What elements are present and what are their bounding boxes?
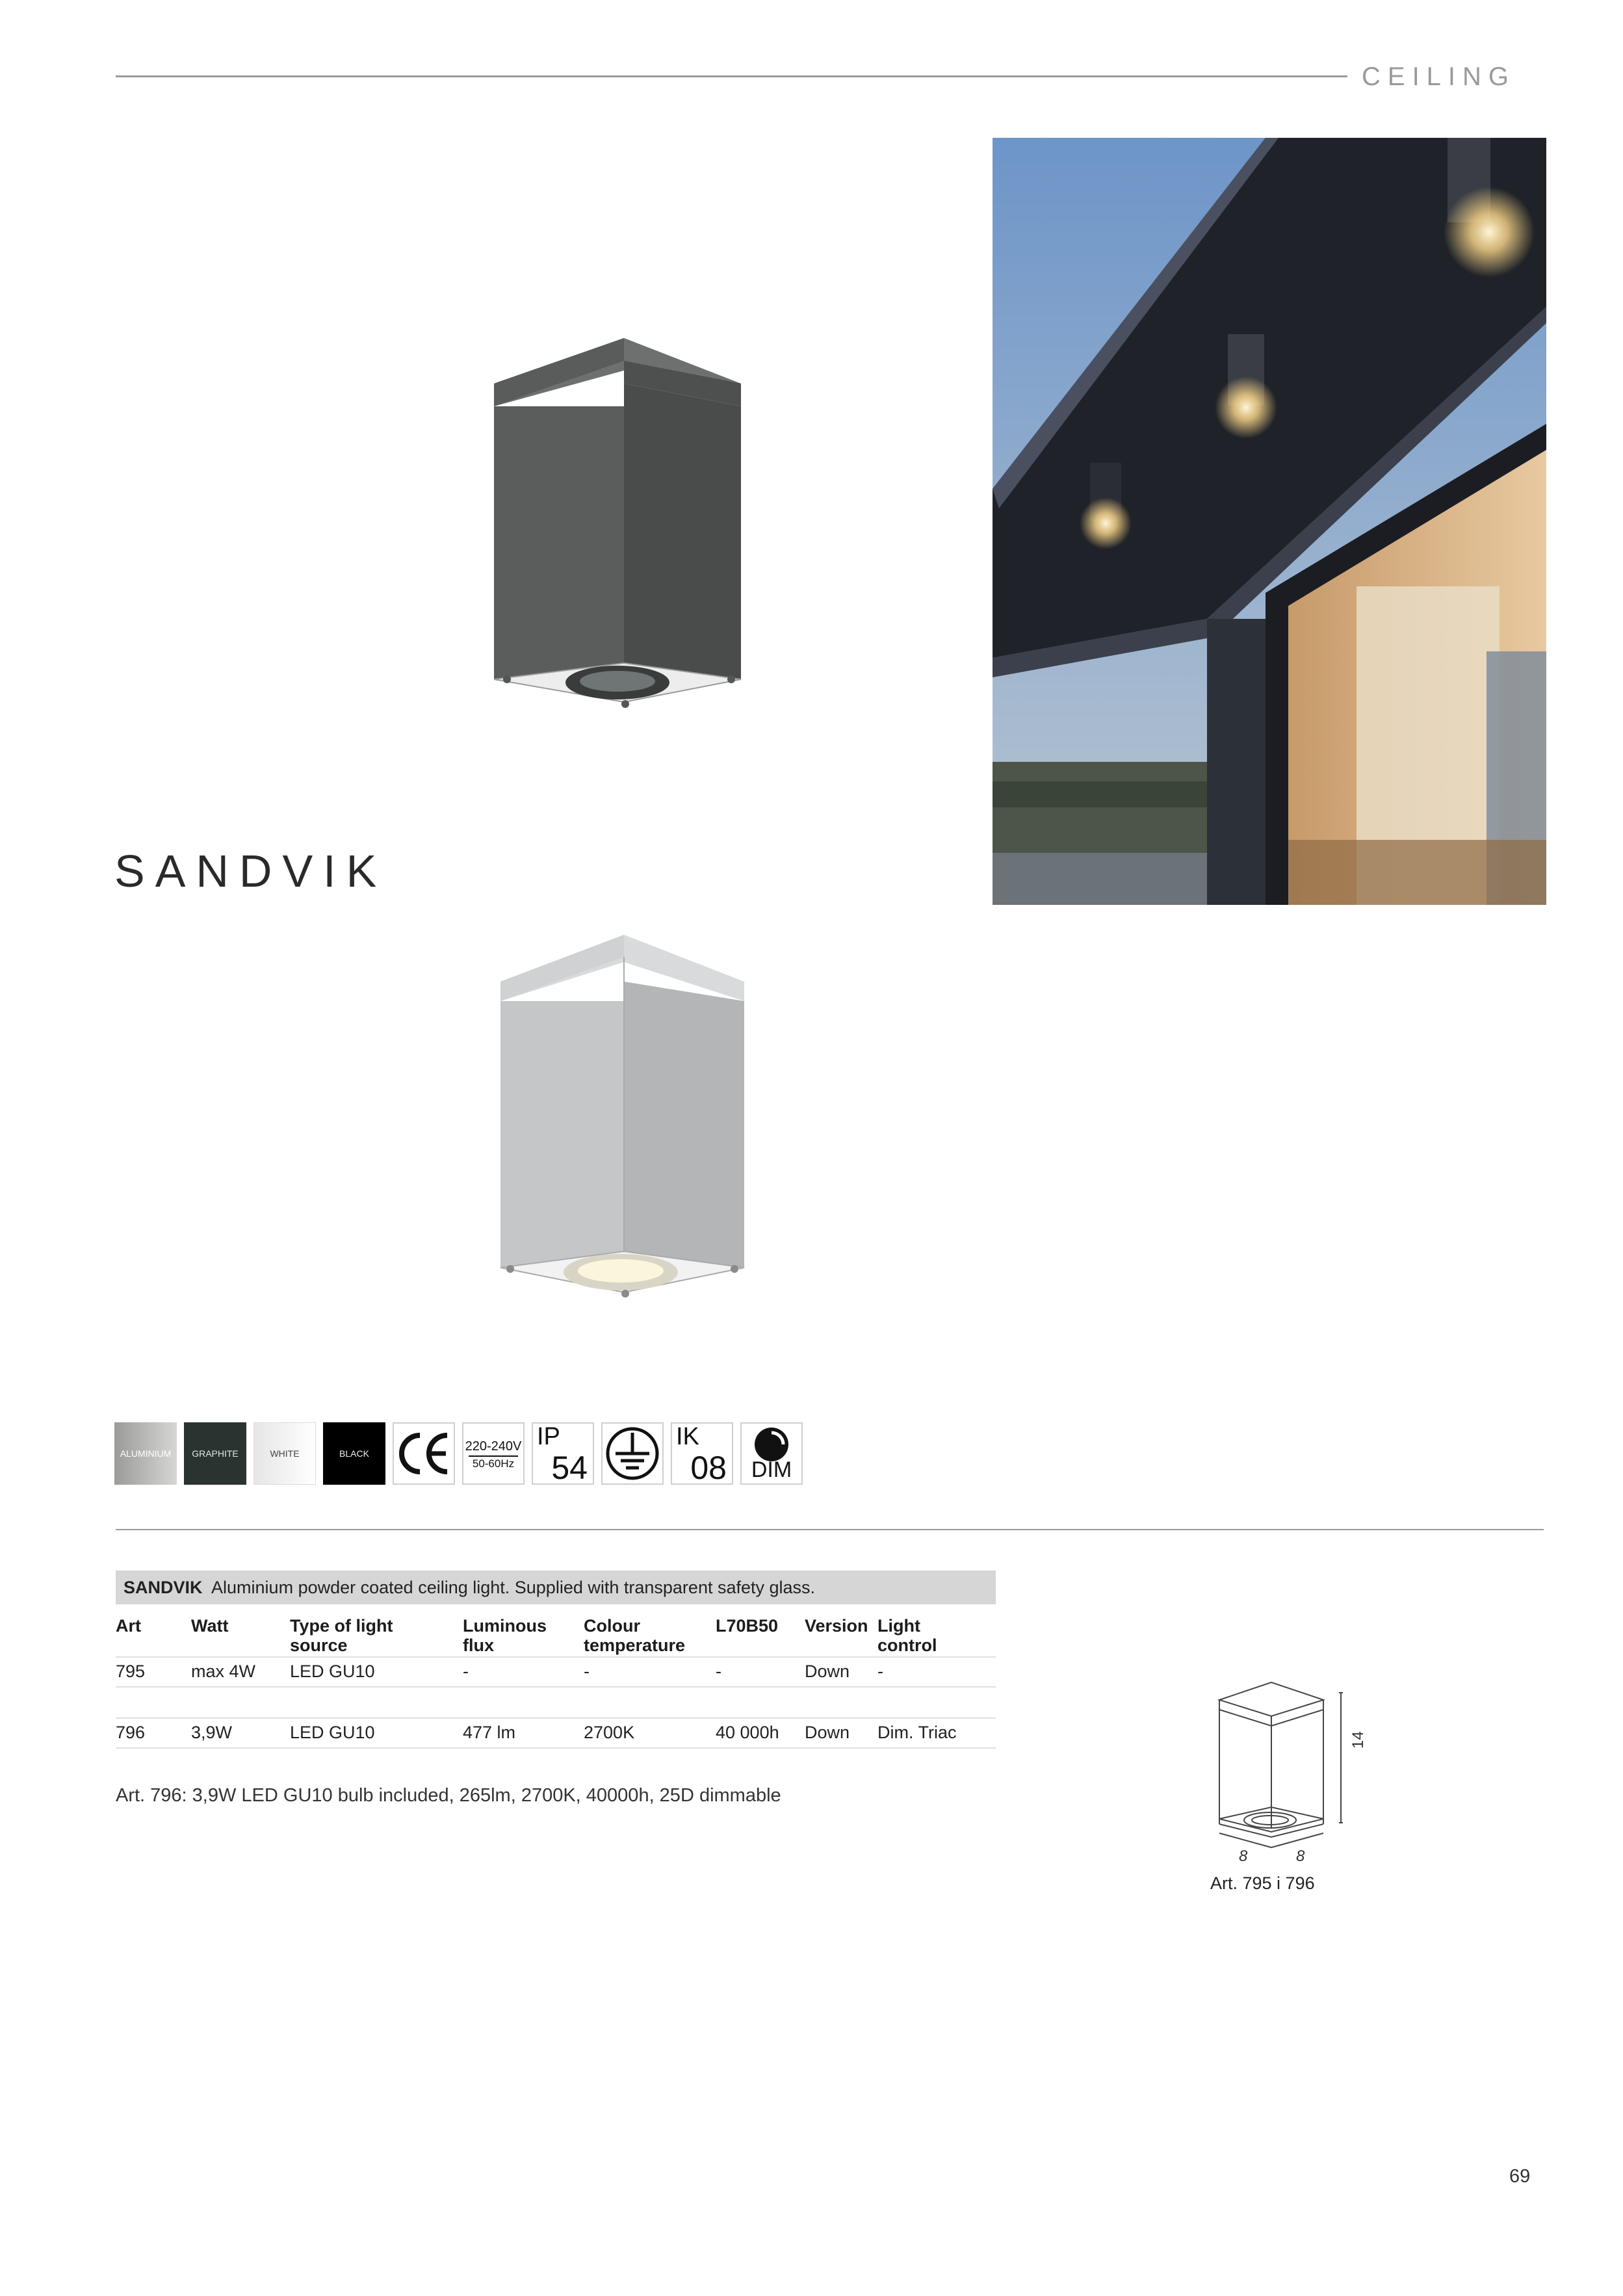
row2-temp: 2700K [584,1723,635,1742]
voltage-divider [469,1455,518,1457]
dimension-depth: 8 [1296,1847,1305,1865]
col-header-control-line2: control [877,1636,937,1655]
page-number: 69 [1509,2166,1531,2187]
col-header-version: Version [805,1616,868,1636]
col-header-flux [463,1616,547,1655]
row1-watt: max 4W [191,1662,256,1681]
row2-type: LED GU10 [290,1723,375,1742]
row1-flux: - [463,1662,469,1681]
table-rule [116,1686,996,1688]
col-header-control [877,1616,937,1655]
graphite-lamp-image [481,325,767,735]
col-header-lifetime: L70B50 [716,1616,779,1636]
row2-control: Dim. Triac [877,1723,957,1742]
ip-rating-icon [532,1422,594,1485]
row2-art: 796 [116,1723,146,1742]
aluminium-lamp-image [481,923,767,1313]
dim-label: DIM [751,1457,792,1482]
col-header-watt: Watt [191,1616,229,1636]
dimmable-icon [740,1422,803,1485]
table-rule [116,1747,996,1749]
spec-description: Aluminium powder coated ceiling light. Supplied with transparent safety glass. [211,1578,816,1597]
col-header-flux-line2: flux [463,1636,495,1655]
dimension-caption: Art. 795 i 796 [1210,1873,1315,1893]
section-title: CEILING [1362,62,1516,91]
col-header-type-line1: Type of light [290,1616,393,1636]
ik-label: IK [676,1423,699,1450]
ip-value: 54 [551,1450,588,1486]
spec-description-bar [116,1571,996,1604]
earth-ground-icon [601,1422,664,1485]
dimension-height: 14 [1349,1731,1367,1749]
col-header-type-line2: source [290,1636,348,1655]
col-header-temp-line2: temperature [584,1636,686,1655]
swatch-white: WHITE [253,1422,316,1485]
table-rule [116,1717,996,1719]
spec-note: Art. 796: 3,9W LED GU10 bulb included, 265lm, 2700K, 40000h, 25D dimmable [116,1785,781,1806]
row1-life: - [716,1662,721,1681]
table-rule [116,1656,996,1658]
dimension-drawing [1196,1677,1391,1872]
row1-art: 795 [116,1662,146,1681]
voltage-range: 220-240V [465,1439,522,1454]
row2-flux: 477 lm [463,1723,516,1742]
row2-version: Down [805,1723,850,1742]
row2-watt: 3,9W [191,1723,233,1742]
dimension-width: 8 [1239,1847,1248,1865]
ik-rating-icon [671,1422,733,1485]
col-header-art: Art [116,1616,141,1636]
installation-photo [993,138,1546,905]
swatch-graphite: GRAPHITE [184,1422,246,1485]
row2-life: 40 000h [716,1723,779,1742]
ip-label: IP [537,1423,560,1450]
ce-mark-icon [393,1422,455,1485]
row1-temp: - [584,1662,590,1681]
product-name: SANDVIK [114,846,387,896]
voltage-icon [462,1422,525,1485]
col-header-temperature [584,1616,685,1655]
row1-version: Down [805,1662,850,1681]
header-rule [116,75,1347,77]
swatch-black: BLACK [323,1422,385,1485]
col-header-type [290,1616,393,1655]
section-rule [116,1529,1544,1530]
row1-type: LED GU10 [290,1662,375,1681]
row1-control: - [877,1662,883,1681]
swatch-aluminium: ALUMINIUM [114,1422,177,1485]
col-header-flux-line1: Luminous [463,1616,547,1636]
ik-value: 08 [690,1450,727,1486]
spec-title: SANDVIK [123,1578,203,1597]
col-header-control-line1: Light [877,1616,920,1636]
voltage-frequency: 50-60Hz [472,1457,515,1470]
col-header-temp-line1: Colour [584,1616,640,1636]
